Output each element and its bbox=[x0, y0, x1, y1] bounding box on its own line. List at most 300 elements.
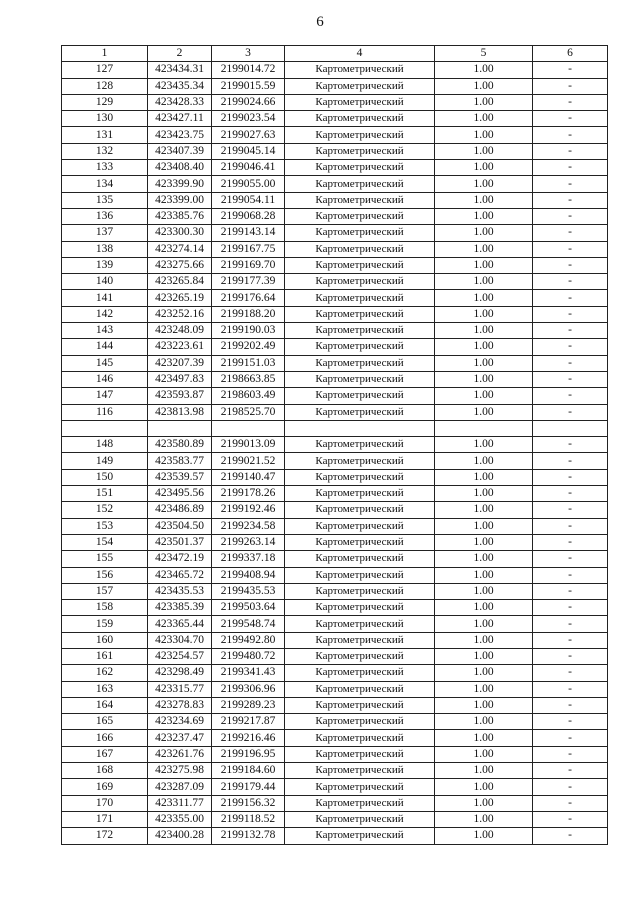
y-coordinate-cell: 2199263.14 bbox=[212, 534, 285, 550]
point-number-cell: 131 bbox=[62, 127, 148, 143]
point-number-cell: 156 bbox=[62, 567, 148, 583]
method-cell: Картометрический bbox=[285, 648, 435, 664]
point-number-cell: 160 bbox=[62, 632, 148, 648]
description-cell: - bbox=[533, 257, 608, 273]
x-coordinate-cell: 423400.28 bbox=[148, 828, 212, 844]
y-coordinate-cell: 2199055.00 bbox=[212, 176, 285, 192]
point-number-cell: 148 bbox=[62, 437, 148, 453]
x-coordinate-cell: 423593.87 bbox=[148, 388, 212, 404]
y-coordinate-cell: 2199503.64 bbox=[212, 600, 285, 616]
method-cell: Картометрический bbox=[285, 176, 435, 192]
point-number-cell: 150 bbox=[62, 469, 148, 485]
table-row bbox=[62, 469, 608, 485]
method-cell: Картометрический bbox=[285, 811, 435, 827]
point-number-cell: 141 bbox=[62, 290, 148, 306]
coordinates-table bbox=[61, 45, 608, 845]
description-cell: - bbox=[533, 274, 608, 290]
x-coordinate-cell: 423501.37 bbox=[148, 534, 212, 550]
description-cell: - bbox=[533, 583, 608, 599]
method-cell: Картометрический bbox=[285, 127, 435, 143]
table-row bbox=[62, 697, 608, 713]
description-cell: - bbox=[533, 779, 608, 795]
table-row bbox=[62, 388, 608, 404]
y-coordinate-cell: 2199196.95 bbox=[212, 746, 285, 762]
accuracy-cell: 1.00 bbox=[435, 453, 533, 469]
table-row bbox=[62, 176, 608, 192]
y-coordinate-cell: 2199118.52 bbox=[212, 811, 285, 827]
method-cell: Картометрический bbox=[285, 323, 435, 339]
x-coordinate-cell: 423275.66 bbox=[148, 257, 212, 273]
x-coordinate-cell: 423265.84 bbox=[148, 274, 212, 290]
x-coordinate-cell: 423355.00 bbox=[148, 811, 212, 827]
description-cell: - bbox=[533, 111, 608, 127]
method-cell: Картометрический bbox=[285, 746, 435, 762]
x-coordinate-cell: 423254.57 bbox=[148, 648, 212, 664]
point-number-cell: 163 bbox=[62, 681, 148, 697]
description-cell: - bbox=[533, 795, 608, 811]
point-number-cell: 158 bbox=[62, 600, 148, 616]
point-number-cell: 168 bbox=[62, 763, 148, 779]
x-coordinate-cell: 423423.75 bbox=[148, 127, 212, 143]
x-coordinate-cell: 423278.83 bbox=[148, 697, 212, 713]
y-coordinate-cell: 2199177.39 bbox=[212, 274, 285, 290]
accuracy-cell: 1.00 bbox=[435, 78, 533, 94]
point-number-cell: 146 bbox=[62, 371, 148, 387]
description-cell: - bbox=[533, 225, 608, 241]
y-coordinate-cell: 2199306.96 bbox=[212, 681, 285, 697]
x-coordinate-cell: 423223.61 bbox=[148, 339, 212, 355]
method-cell: Картометрический bbox=[285, 339, 435, 355]
table-body bbox=[62, 62, 608, 844]
accuracy-cell: 1.00 bbox=[435, 241, 533, 257]
method-cell: Картометрический bbox=[285, 94, 435, 110]
table-row bbox=[62, 616, 608, 632]
accuracy-cell bbox=[435, 420, 533, 436]
method-cell: Картометрический bbox=[285, 567, 435, 583]
table-row bbox=[62, 323, 608, 339]
point-number-cell: 130 bbox=[62, 111, 148, 127]
description-cell: - bbox=[533, 811, 608, 827]
x-coordinate-cell: 423365.44 bbox=[148, 616, 212, 632]
y-coordinate-cell: 2198603.49 bbox=[212, 388, 285, 404]
description-cell: - bbox=[533, 94, 608, 110]
method-cell: Картометрический bbox=[285, 583, 435, 599]
table-row bbox=[62, 143, 608, 159]
x-coordinate-cell: 423407.39 bbox=[148, 143, 212, 159]
y-coordinate-cell: 2199027.63 bbox=[212, 127, 285, 143]
method-cell bbox=[285, 420, 435, 436]
y-coordinate-cell: 2199143.14 bbox=[212, 225, 285, 241]
table-row bbox=[62, 208, 608, 224]
table-row bbox=[62, 257, 608, 273]
description-cell: - bbox=[533, 746, 608, 762]
point-number-cell: 154 bbox=[62, 534, 148, 550]
point-number-cell: 149 bbox=[62, 453, 148, 469]
description-cell: - bbox=[533, 681, 608, 697]
point-number-cell: 161 bbox=[62, 648, 148, 664]
point-number-cell: 143 bbox=[62, 323, 148, 339]
accuracy-cell: 1.00 bbox=[435, 811, 533, 827]
header-row bbox=[62, 46, 608, 62]
y-coordinate-cell: 2199179.44 bbox=[212, 779, 285, 795]
table-row bbox=[62, 94, 608, 110]
x-coordinate-cell: 423427.11 bbox=[148, 111, 212, 127]
x-coordinate-cell: 423408.40 bbox=[148, 160, 212, 176]
table-row bbox=[62, 681, 608, 697]
x-coordinate-cell: 423261.76 bbox=[148, 746, 212, 762]
method-cell: Картометрический bbox=[285, 241, 435, 257]
table-row bbox=[62, 583, 608, 599]
y-coordinate-cell: 2199045.14 bbox=[212, 143, 285, 159]
point-number-cell bbox=[62, 420, 148, 436]
y-coordinate-cell: 2199480.72 bbox=[212, 648, 285, 664]
point-number-cell: 172 bbox=[62, 828, 148, 844]
accuracy-cell: 1.00 bbox=[435, 192, 533, 208]
method-cell: Картометрический bbox=[285, 371, 435, 387]
x-coordinate-cell: 423385.76 bbox=[148, 208, 212, 224]
method-cell: Картометрический bbox=[285, 404, 435, 420]
description-cell: - bbox=[533, 62, 608, 78]
table-row bbox=[62, 632, 608, 648]
y-coordinate-cell: 2199167.75 bbox=[212, 241, 285, 257]
method-cell: Картометрический bbox=[285, 795, 435, 811]
accuracy-cell: 1.00 bbox=[435, 306, 533, 322]
y-coordinate-cell: 2199021.52 bbox=[212, 453, 285, 469]
method-cell: Картометрический bbox=[285, 388, 435, 404]
accuracy-cell: 1.00 bbox=[435, 632, 533, 648]
table-row bbox=[62, 600, 608, 616]
table-row bbox=[62, 420, 608, 436]
method-cell: Картометрический bbox=[285, 290, 435, 306]
table-row bbox=[62, 274, 608, 290]
table-row bbox=[62, 828, 608, 844]
x-coordinate-cell: 423304.70 bbox=[148, 632, 212, 648]
method-cell: Картометрический bbox=[285, 534, 435, 550]
method-cell: Картометрический bbox=[285, 714, 435, 730]
x-coordinate-cell: 423265.19 bbox=[148, 290, 212, 306]
accuracy-cell: 1.00 bbox=[435, 763, 533, 779]
table-row bbox=[62, 811, 608, 827]
method-cell: Картометрический bbox=[285, 469, 435, 485]
table-row bbox=[62, 746, 608, 762]
y-coordinate-cell: 2199435.53 bbox=[212, 583, 285, 599]
description-cell: - bbox=[533, 176, 608, 192]
point-number-cell: 171 bbox=[62, 811, 148, 827]
point-number-cell: 164 bbox=[62, 697, 148, 713]
method-cell: Картометрический bbox=[285, 437, 435, 453]
accuracy-cell: 1.00 bbox=[435, 176, 533, 192]
accuracy-cell: 1.00 bbox=[435, 795, 533, 811]
method-cell: Картометрический bbox=[285, 763, 435, 779]
description-cell: - bbox=[533, 828, 608, 844]
point-number-cell: 145 bbox=[62, 355, 148, 371]
description-cell: - bbox=[533, 143, 608, 159]
accuracy-cell: 1.00 bbox=[435, 551, 533, 567]
description-cell: - bbox=[533, 551, 608, 567]
accuracy-cell: 1.00 bbox=[435, 486, 533, 502]
y-coordinate-cell: 2199013.09 bbox=[212, 437, 285, 453]
x-coordinate-cell: 423274.14 bbox=[148, 241, 212, 257]
point-number-cell: 153 bbox=[62, 518, 148, 534]
x-coordinate-cell: 423207.39 bbox=[148, 355, 212, 371]
point-number-cell: 144 bbox=[62, 339, 148, 355]
x-coordinate-cell: 423248.09 bbox=[148, 323, 212, 339]
method-cell: Картометрический bbox=[285, 143, 435, 159]
y-coordinate-cell: 2199024.66 bbox=[212, 94, 285, 110]
y-coordinate-cell: 2199046.41 bbox=[212, 160, 285, 176]
y-coordinate-cell: 2199132.78 bbox=[212, 828, 285, 844]
x-coordinate-cell: 423472.19 bbox=[148, 551, 212, 567]
method-cell: Картометрический bbox=[285, 600, 435, 616]
point-number-cell: 116 bbox=[62, 404, 148, 420]
x-coordinate-cell: 423486.89 bbox=[148, 502, 212, 518]
point-number-cell: 139 bbox=[62, 257, 148, 273]
accuracy-cell: 1.00 bbox=[435, 583, 533, 599]
accuracy-cell: 1.00 bbox=[435, 746, 533, 762]
x-coordinate-cell: 423287.09 bbox=[148, 779, 212, 795]
x-coordinate-cell: 423237.47 bbox=[148, 730, 212, 746]
y-coordinate-cell: 2199192.46 bbox=[212, 502, 285, 518]
method-cell: Картометрический bbox=[285, 632, 435, 648]
x-coordinate-cell bbox=[148, 420, 212, 436]
accuracy-cell: 1.00 bbox=[435, 697, 533, 713]
accuracy-cell: 1.00 bbox=[435, 437, 533, 453]
method-cell: Картометрический bbox=[285, 486, 435, 502]
accuracy-cell: 1.00 bbox=[435, 388, 533, 404]
accuracy-cell: 1.00 bbox=[435, 502, 533, 518]
description-cell: - bbox=[533, 290, 608, 306]
description-cell: - bbox=[533, 355, 608, 371]
point-number-cell: 138 bbox=[62, 241, 148, 257]
table-row bbox=[62, 306, 608, 322]
y-coordinate-cell: 2199216.46 bbox=[212, 730, 285, 746]
y-coordinate-cell: 2199169.70 bbox=[212, 257, 285, 273]
description-cell: - bbox=[533, 616, 608, 632]
method-cell: Картометрический bbox=[285, 355, 435, 371]
table-row bbox=[62, 795, 608, 811]
method-cell: Картометрический bbox=[285, 681, 435, 697]
description-cell: - bbox=[533, 437, 608, 453]
method-cell: Картометрический bbox=[285, 616, 435, 632]
accuracy-cell: 1.00 bbox=[435, 94, 533, 110]
description-cell: - bbox=[533, 323, 608, 339]
description-cell: - bbox=[533, 306, 608, 322]
header-cell-description: 6 bbox=[533, 46, 608, 62]
header-cell-point-number: 1 bbox=[62, 46, 148, 62]
accuracy-cell: 1.00 bbox=[435, 567, 533, 583]
x-coordinate-cell: 423399.00 bbox=[148, 192, 212, 208]
y-coordinate-cell: 2199178.26 bbox=[212, 486, 285, 502]
accuracy-cell: 1.00 bbox=[435, 665, 533, 681]
x-coordinate-cell: 423275.98 bbox=[148, 763, 212, 779]
point-number-cell: 129 bbox=[62, 94, 148, 110]
table-row bbox=[62, 160, 608, 176]
method-cell: Картометрический bbox=[285, 665, 435, 681]
method-cell: Картометрический bbox=[285, 828, 435, 844]
description-cell: - bbox=[533, 632, 608, 648]
point-number-cell: 127 bbox=[62, 62, 148, 78]
point-number-cell: 155 bbox=[62, 551, 148, 567]
accuracy-cell: 1.00 bbox=[435, 225, 533, 241]
point-number-cell: 136 bbox=[62, 208, 148, 224]
header-cell-method: 4 bbox=[285, 46, 435, 62]
description-cell: - bbox=[533, 486, 608, 502]
method-cell: Картометрический bbox=[285, 551, 435, 567]
table-row bbox=[62, 714, 608, 730]
description-cell: - bbox=[533, 78, 608, 94]
table-row bbox=[62, 648, 608, 664]
x-coordinate-cell: 423234.69 bbox=[148, 714, 212, 730]
table-row bbox=[62, 518, 608, 534]
method-cell: Картометрический bbox=[285, 62, 435, 78]
point-number-cell: 135 bbox=[62, 192, 148, 208]
x-coordinate-cell: 423497.83 bbox=[148, 371, 212, 387]
accuracy-cell: 1.00 bbox=[435, 355, 533, 371]
point-number-cell: 140 bbox=[62, 274, 148, 290]
accuracy-cell: 1.00 bbox=[435, 714, 533, 730]
point-number-cell: 134 bbox=[62, 176, 148, 192]
method-cell: Картометрический bbox=[285, 502, 435, 518]
point-number-cell: 152 bbox=[62, 502, 148, 518]
description-cell: - bbox=[533, 127, 608, 143]
table-row bbox=[62, 551, 608, 567]
description-cell: - bbox=[533, 339, 608, 355]
point-number-cell: 170 bbox=[62, 795, 148, 811]
x-coordinate-cell: 423434.31 bbox=[148, 62, 212, 78]
description-cell: - bbox=[533, 371, 608, 387]
y-coordinate-cell: 2199548.74 bbox=[212, 616, 285, 632]
point-number-cell: 167 bbox=[62, 746, 148, 762]
point-number-cell: 166 bbox=[62, 730, 148, 746]
y-coordinate-cell: 2199190.03 bbox=[212, 323, 285, 339]
table-row bbox=[62, 486, 608, 502]
y-coordinate-cell: 2199015.59 bbox=[212, 78, 285, 94]
accuracy-cell: 1.00 bbox=[435, 339, 533, 355]
description-cell: - bbox=[533, 404, 608, 420]
y-coordinate-cell: 2199068.28 bbox=[212, 208, 285, 224]
table-row bbox=[62, 225, 608, 241]
x-coordinate-cell: 423435.53 bbox=[148, 583, 212, 599]
point-number-cell: 157 bbox=[62, 583, 148, 599]
accuracy-cell: 1.00 bbox=[435, 518, 533, 534]
table-header bbox=[62, 46, 608, 62]
table-row bbox=[62, 437, 608, 453]
description-cell: - bbox=[533, 192, 608, 208]
y-coordinate-cell: 2199202.49 bbox=[212, 339, 285, 355]
description-cell: - bbox=[533, 697, 608, 713]
point-number-cell: 169 bbox=[62, 779, 148, 795]
accuracy-cell: 1.00 bbox=[435, 143, 533, 159]
table-row bbox=[62, 404, 608, 420]
description-cell: - bbox=[533, 600, 608, 616]
accuracy-cell: 1.00 bbox=[435, 600, 533, 616]
table-row bbox=[62, 763, 608, 779]
point-number-cell: 128 bbox=[62, 78, 148, 94]
accuracy-cell: 1.00 bbox=[435, 648, 533, 664]
method-cell: Картометрический bbox=[285, 306, 435, 322]
x-coordinate-cell: 423311.77 bbox=[148, 795, 212, 811]
table-row bbox=[62, 502, 608, 518]
description-cell: - bbox=[533, 534, 608, 550]
accuracy-cell: 1.00 bbox=[435, 730, 533, 746]
point-number-cell: 137 bbox=[62, 225, 148, 241]
method-cell: Картометрический bbox=[285, 453, 435, 469]
point-number-cell: 142 bbox=[62, 306, 148, 322]
method-cell: Картометрический bbox=[285, 111, 435, 127]
x-coordinate-cell: 423399.90 bbox=[148, 176, 212, 192]
y-coordinate-cell: 2199156.32 bbox=[212, 795, 285, 811]
table-row bbox=[62, 111, 608, 127]
y-coordinate-cell: 2199184.60 bbox=[212, 763, 285, 779]
table-row bbox=[62, 371, 608, 387]
x-coordinate-cell: 423583.77 bbox=[148, 453, 212, 469]
x-coordinate-cell: 423385.39 bbox=[148, 600, 212, 616]
point-number-cell: 133 bbox=[62, 160, 148, 176]
accuracy-cell: 1.00 bbox=[435, 616, 533, 632]
table-row bbox=[62, 665, 608, 681]
point-number-cell: 132 bbox=[62, 143, 148, 159]
x-coordinate-cell: 423315.77 bbox=[148, 681, 212, 697]
accuracy-cell: 1.00 bbox=[435, 111, 533, 127]
header-cell-y: 3 bbox=[212, 46, 285, 62]
accuracy-cell: 1.00 bbox=[435, 681, 533, 697]
x-coordinate-cell: 423300.30 bbox=[148, 225, 212, 241]
point-number-cell: 151 bbox=[62, 486, 148, 502]
method-cell: Картометрический bbox=[285, 697, 435, 713]
y-coordinate-cell: 2199014.72 bbox=[212, 62, 285, 78]
y-coordinate-cell: 2199023.54 bbox=[212, 111, 285, 127]
x-coordinate-cell: 423465.72 bbox=[148, 567, 212, 583]
y-coordinate-cell: 2199151.03 bbox=[212, 355, 285, 371]
description-cell: - bbox=[533, 714, 608, 730]
table-row bbox=[62, 62, 608, 78]
x-coordinate-cell: 423813.98 bbox=[148, 404, 212, 420]
table-row bbox=[62, 241, 608, 257]
method-cell: Картометрический bbox=[285, 518, 435, 534]
accuracy-cell: 1.00 bbox=[435, 371, 533, 387]
table-row bbox=[62, 534, 608, 550]
point-number-cell: 159 bbox=[62, 616, 148, 632]
accuracy-cell: 1.00 bbox=[435, 469, 533, 485]
description-cell: - bbox=[533, 241, 608, 257]
method-cell: Картометрический bbox=[285, 779, 435, 795]
description-cell: - bbox=[533, 730, 608, 746]
x-coordinate-cell: 423252.16 bbox=[148, 306, 212, 322]
x-coordinate-cell: 423580.89 bbox=[148, 437, 212, 453]
page-number: 6 bbox=[316, 14, 324, 30]
table-row bbox=[62, 779, 608, 795]
x-coordinate-cell: 423435.34 bbox=[148, 78, 212, 94]
y-coordinate-cell: 2199289.23 bbox=[212, 697, 285, 713]
method-cell: Картометрический bbox=[285, 78, 435, 94]
y-coordinate-cell bbox=[212, 420, 285, 436]
x-coordinate-cell: 423298.49 bbox=[148, 665, 212, 681]
description-cell: - bbox=[533, 665, 608, 681]
point-number-cell: 162 bbox=[62, 665, 148, 681]
description-cell: - bbox=[533, 502, 608, 518]
description-cell: - bbox=[533, 160, 608, 176]
accuracy-cell: 1.00 bbox=[435, 404, 533, 420]
accuracy-cell: 1.00 bbox=[435, 323, 533, 339]
method-cell: Картометрический bbox=[285, 208, 435, 224]
header-cell-accuracy: 5 bbox=[435, 46, 533, 62]
method-cell: Картометрический bbox=[285, 274, 435, 290]
method-cell: Картометрический bbox=[285, 160, 435, 176]
y-coordinate-cell: 2199408.94 bbox=[212, 567, 285, 583]
x-coordinate-cell: 423504.50 bbox=[148, 518, 212, 534]
method-cell: Картометрический bbox=[285, 192, 435, 208]
y-coordinate-cell: 2199234.58 bbox=[212, 518, 285, 534]
